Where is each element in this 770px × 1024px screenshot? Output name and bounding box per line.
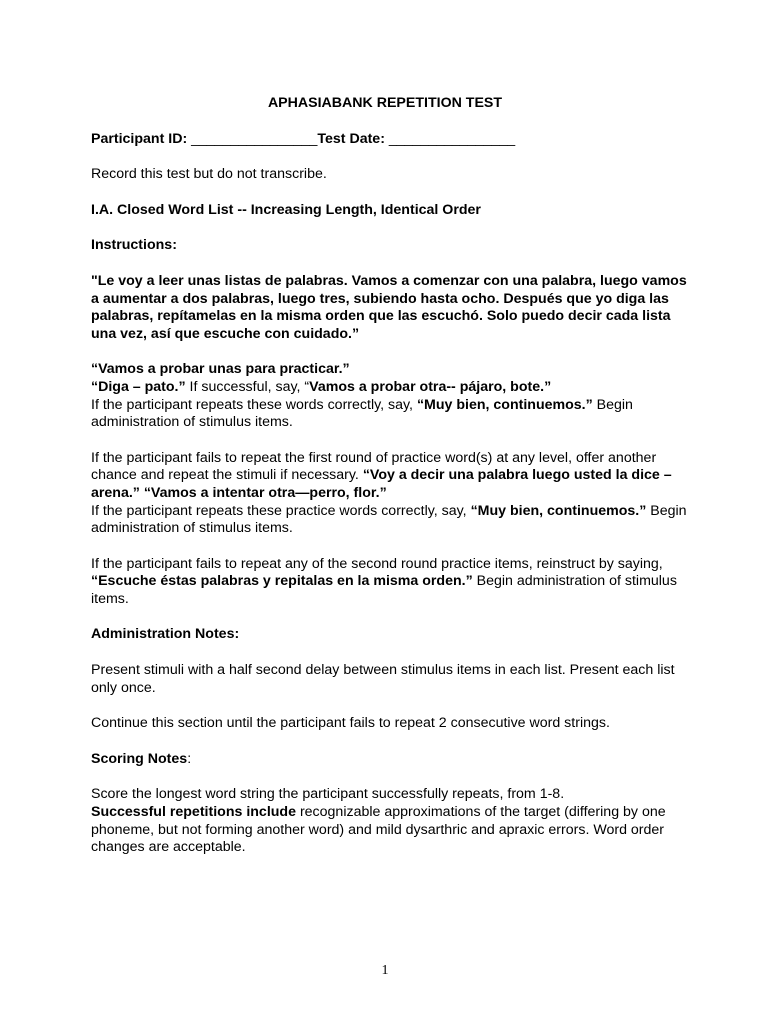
practice-muy-bien: “Muy bien, continuemos.” (416, 396, 593, 413)
admin-paragraph-1: Present stimuli with a half second delay between stimulus items in each list. Present each list only once. (91, 662, 675, 696)
fail-first-text1: If the participant fails to repeat the first round of practice word(s) at any level, offer another chance and repeat the stimuli if necessary. (91, 449, 657, 484)
fail-first-quote2: “Muy bien, continuemos.” (470, 502, 647, 519)
document-title: APHASIABANK REPETITION TEST (267, 95, 503, 111)
scoring-heading: Scoring Notes (91, 750, 188, 767)
scoring-rest: recognizable approximations of the target (differing by one phoneme, but not forming another word) and mild dysarthric and apraxic errors. Word order changes are acceptable. (91, 804, 666, 856)
instructions-quote: "Le voy a leer unas listas de palabras. Vamos a comenzar con una palabra, luego vamos a aumentar a dos palabras, luego tres, subiendo hasta ocho. Después que yo diga las palabras, repítamelas en la misma orden que las escuchó. Solo puedo decir cada lista una vez, así que escuche con cuidado.” (91, 272, 687, 342)
page-number: 1 (381, 963, 389, 978)
document-body (91, 95, 691, 875)
scoring-bold: Successful repetitions include (91, 804, 296, 821)
test-date-label: Test Date: (317, 130, 385, 147)
fail-first-paragraph (91, 450, 691, 538)
fail-second-text2: Begin administration of stimulus items. (91, 573, 677, 607)
practice-paragraph (91, 361, 691, 431)
instructions-heading: Instructions: (91, 237, 177, 254)
scoring-line1: Score the longest word string the participant successfully repeats, from 1-8. (91, 786, 565, 803)
practice-diga: “Diga – pato.” (91, 378, 186, 395)
fail-first-text2: If the participant repeats these practice words correctly, say, (91, 502, 471, 519)
record-note: Record this test but do not transcribe. (91, 166, 327, 183)
scoring-heading-line (91, 751, 691, 769)
fail-first-quote1: “Voy a decir una palabra luego usted la dice – arena.” “Vamos a intentar otra—perro, flor.” (91, 467, 672, 501)
test-date-blank: ________________ (388, 130, 516, 147)
fail-first-text3: Begin administration of stimulus items. (91, 502, 687, 537)
scoring-heading-colon: : (187, 750, 192, 767)
fail-second-quote: “Escuche éstas palabras y repitalas en la misma orden.” (91, 573, 473, 590)
participant-id-blank: ________________ (191, 130, 318, 147)
scoring-paragraph (91, 786, 691, 856)
practice-intro: “Vamos a probar unas para practicar.” (91, 361, 350, 378)
participant-line (91, 131, 691, 149)
section-heading: I.A. Closed Word List -- Increasing Length, Identical Order (91, 201, 481, 218)
practice-begin: Begin administration of stimulus items. (91, 396, 633, 431)
participant-id-label: Participant ID: (91, 130, 188, 147)
practice-probar-otra: Vamos a probar otra-- pájaro, bote.” (309, 378, 552, 395)
practice-if-successful: If successful, say, “ (185, 378, 310, 395)
admin-paragraph-2: Continue this section until the participant fails to repeat 2 consecutive word strings. (91, 715, 610, 732)
practice-if-repeats: If the participant repeats these words correctly, say, (91, 396, 417, 413)
fail-second-paragraph (91, 556, 691, 609)
fail-second-text1: If the participant fails to repeat any of the second round practice items, reinstruct by saying, (91, 555, 663, 572)
admin-heading: Administration Notes: (91, 626, 240, 643)
